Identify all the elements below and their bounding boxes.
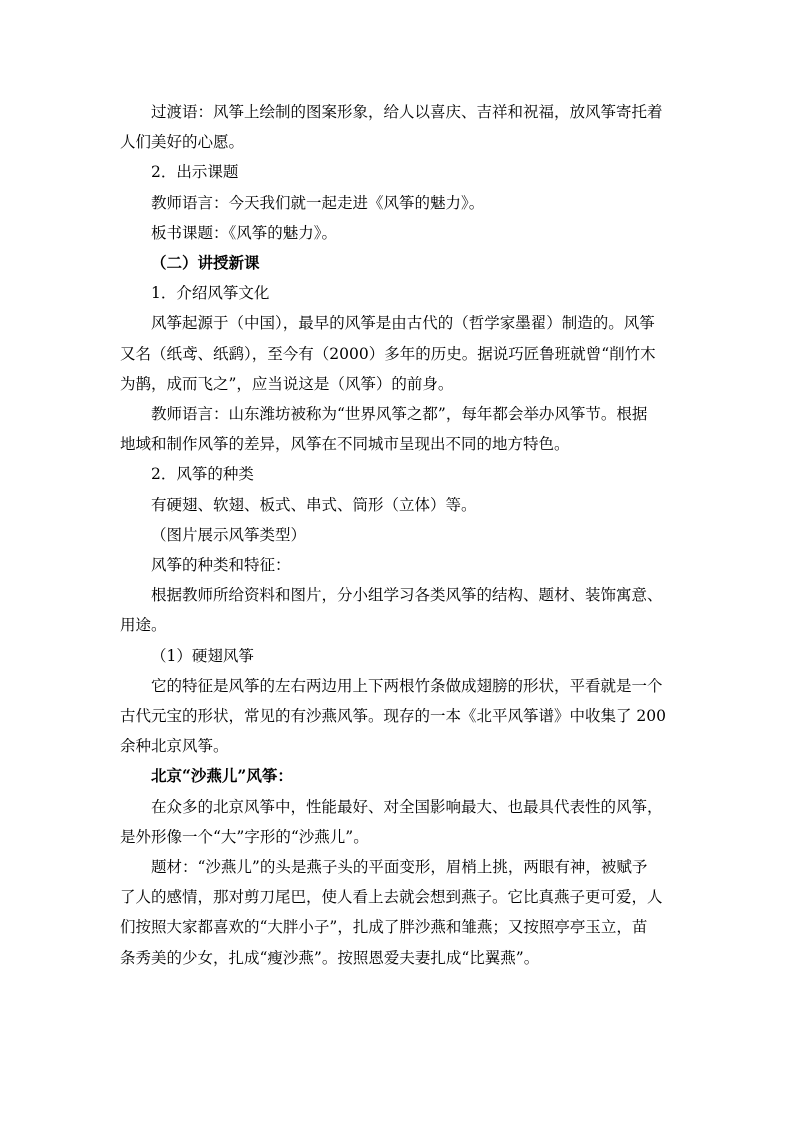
section-heading-new-lesson: [120, 248, 676, 278]
paragraph-line: 在众多的北京风筝中，性能最好、对全国影响最大、也最具代表性的风筝，: [151, 797, 663, 816]
paragraph-line: 过渡语：风筝上绘制的图案形象，给人以喜庆、吉祥和祝福，放风筝寄托着: [151, 103, 663, 121]
paragraph-line: 为鹊，成而飞之”，应当说这是（风筝）的前身。: [120, 374, 454, 393]
document-body: [120, 97, 676, 973]
paragraph-line: （1）硬翅风筝: [151, 646, 254, 665]
section-item-show-title: [120, 157, 676, 187]
paragraph-line: 们按照大家都喜欢的“大胖小子”，扎成了胖沙燕和雏燕；又按照亭亭玉立，苗: [120, 918, 648, 937]
paragraph-line: 又名（纸鸢、纸鹞），至今有（2000）多年的历史。据说巧匠鲁班就曾“削竹木: [120, 344, 656, 363]
paragraph-weifang: [120, 399, 676, 459]
paragraph-line: 了人的感情，那对剪刀尾巴，使人看上去就会想到燕子。它比真燕子更可爱，人: [120, 888, 663, 907]
paragraph-kite-origin: [120, 308, 676, 399]
paragraph-line: 题材：“沙燕儿”的头是燕子头的平面变形，眉梢上挑，两眼有神，被赋予: [151, 858, 648, 877]
subsection-hard-wing: [120, 641, 676, 671]
paragraph-line: 条秀美的少女，扎成“瘦沙燕”。按照恩爱夫妻扎成“比翼燕”。: [120, 948, 540, 967]
paragraph-line: 教师语言：山东潍坊被称为“世界风筝之都”，每年都会举办风筝节。根据: [151, 405, 648, 424]
paragraph-line: 用途。: [120, 616, 167, 635]
paragraph-line: 有硬翅、软翅、板式、串式、筒形（立体）等。: [151, 495, 477, 514]
section-item-kite-culture: [120, 278, 676, 308]
paragraph-line: （二）讲授新课: [151, 253, 260, 273]
paragraph-line: 古代元宝的形状，常见的有沙燕风筝。现存的一本《北平风筝谱》中收集了 200: [120, 707, 667, 726]
paragraph-picture-show: [120, 520, 676, 550]
paragraph-line: 2．出示课题: [151, 163, 239, 182]
paragraph-line: 风筝的种类和特征：: [151, 556, 291, 575]
paragraph-line: 根据教师所给资料和图片，分小组学习各类风筝的结构、题材、装饰寓意、: [151, 586, 663, 605]
paragraph-line: 教师语言：今天我们就一起走进《风筝的魅力》。: [151, 193, 485, 212]
paragraph-line: 地域和制作风筝的差异，风筝在不同城市呈现出不同的地方特色。: [120, 435, 570, 454]
paragraph-line: 是外形像一个“大”字形的“沙燕儿”。: [120, 827, 369, 846]
paragraph-types-list: [120, 490, 676, 520]
paragraph-shayan-theme: [120, 852, 676, 973]
section-item-kite-types: [120, 459, 676, 489]
paragraph-teacher-speech: [120, 188, 676, 218]
paragraph-transition: [120, 97, 676, 157]
paragraph-hard-wing-features: [120, 671, 676, 762]
paragraph-line: 1．介绍风筝文化: [151, 284, 270, 303]
paragraph-line: 2．风筝的种类: [151, 465, 254, 484]
paragraph-shayan-intro: [120, 792, 676, 852]
paragraph-line: （图片展示风筝类型）: [151, 525, 307, 544]
paragraph-line: 板书课题：《风筝的魅力》。: [151, 223, 338, 242]
paragraph-line: 人们美好的心愿。: [120, 133, 245, 152]
paragraph-line: 风筝起源于（中国），最早的风筝是由古代的（哲学家墨翟）制造的。风筝: [151, 314, 655, 333]
heading-beijing-shayan: [120, 761, 676, 791]
paragraph-group-study: [120, 580, 676, 640]
paragraph-types-features: [120, 550, 676, 580]
paragraph-line: 它的特征是风筝的左右两边用上下两根竹条做成翅膀的形状，平看就是一个: [151, 676, 663, 695]
paragraph-line: 余种北京风筝。: [120, 737, 229, 756]
paragraph-board-title: [120, 218, 676, 248]
paragraph-line: 北京“沙燕儿”风筝：: [151, 766, 293, 786]
